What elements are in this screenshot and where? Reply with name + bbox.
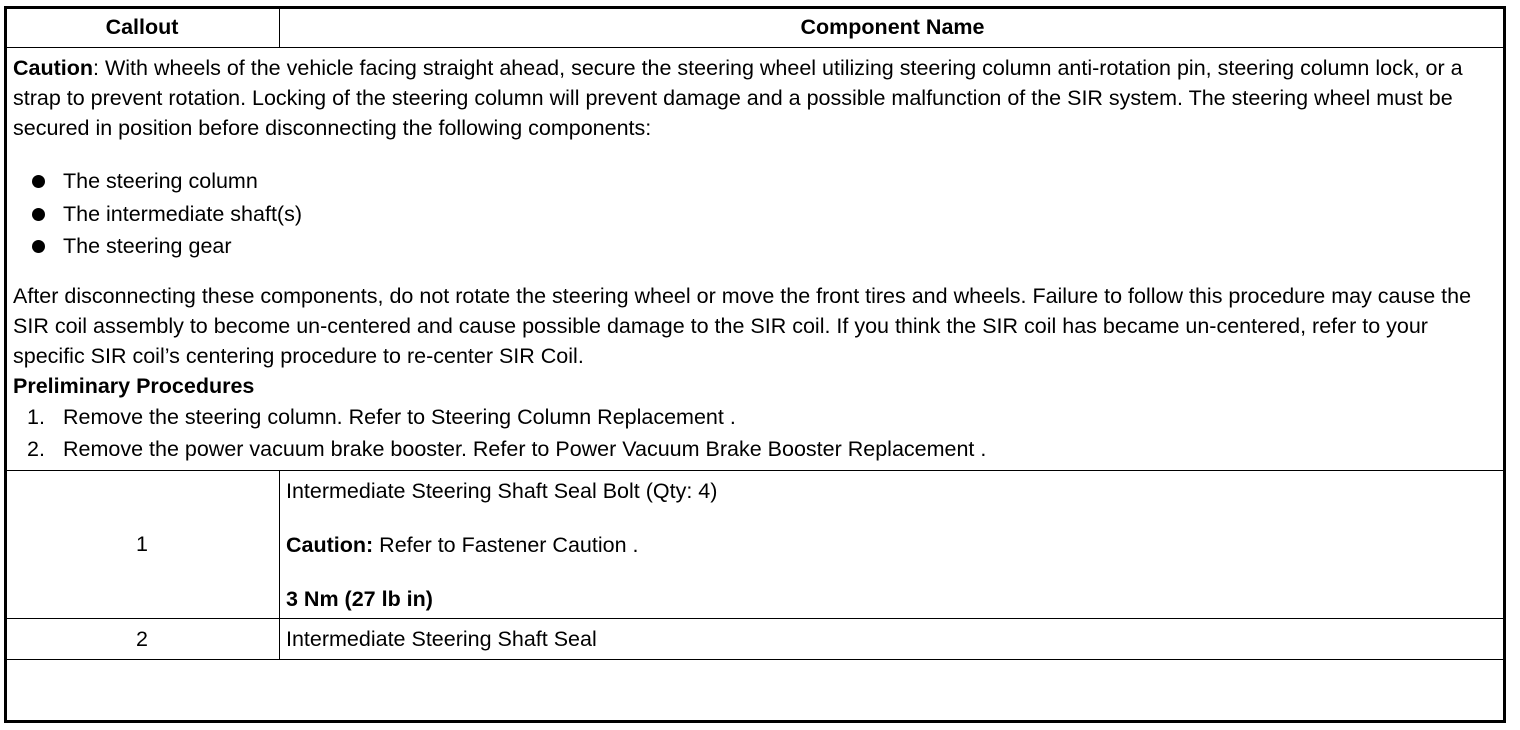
torque-spec: 3 Nm (27 lb in) (286, 586, 433, 611)
caution-text: Refer to Fastener Caution . (373, 532, 639, 557)
step-number: 1. (27, 404, 45, 429)
table-frame (4, 6, 1506, 723)
caution-label: Caution: (286, 532, 374, 557)
step-number: 2. (27, 437, 45, 461)
callout-number: 2 (5, 618, 280, 659)
step-text: Remove the power vacuum brake booster. Refer to Power Vacuum Brake Booster Replacement . (63, 437, 987, 461)
step-text: Remove the steering column. Refer to Steering Column Replacement . (63, 404, 736, 429)
caution-text: : With wheels of the vehicle facing straight ahead, secure the steering wheel utilizing steering column anti-rotation pin, steering column lock, or a strap to prevent rotation. Locking of the steering column will prevent damage and a possible malfunction of the SIR system. The steering wheel must be secured in position before disconnecting the following components: (13, 56, 1463, 140)
callout-number: 1 (5, 470, 280, 618)
component-name: Intermediate Steering Shaft Seal (280, 618, 1506, 659)
header-component-name: Component Name (280, 7, 1506, 48)
bullet-text: The steering column (63, 169, 258, 193)
bullet-text: The steering gear (63, 234, 232, 258)
component-name: Intermediate Steering Shaft Seal Bolt (Qty: 4) (286, 478, 718, 503)
bullet-text: The intermediate shaft(s) (63, 201, 302, 226)
after-disconnect-paragraph: After disconnecting these components, do not rotate the steering wheel or move the front tires and wheels. Failure to follow this procedure may cause the SIR coil assembly to become un-centered and cause possible damage to the SIR coil. If you think the SIR coil has became un-centered, refer to your specific SIR coil’s centering procedure to re-center SIR Coil. (13, 283, 1472, 368)
header-callout: Callout (5, 7, 280, 48)
caution-label: Caution (13, 56, 94, 80)
preliminary-procedures-title: Preliminary Procedures (13, 373, 255, 398)
